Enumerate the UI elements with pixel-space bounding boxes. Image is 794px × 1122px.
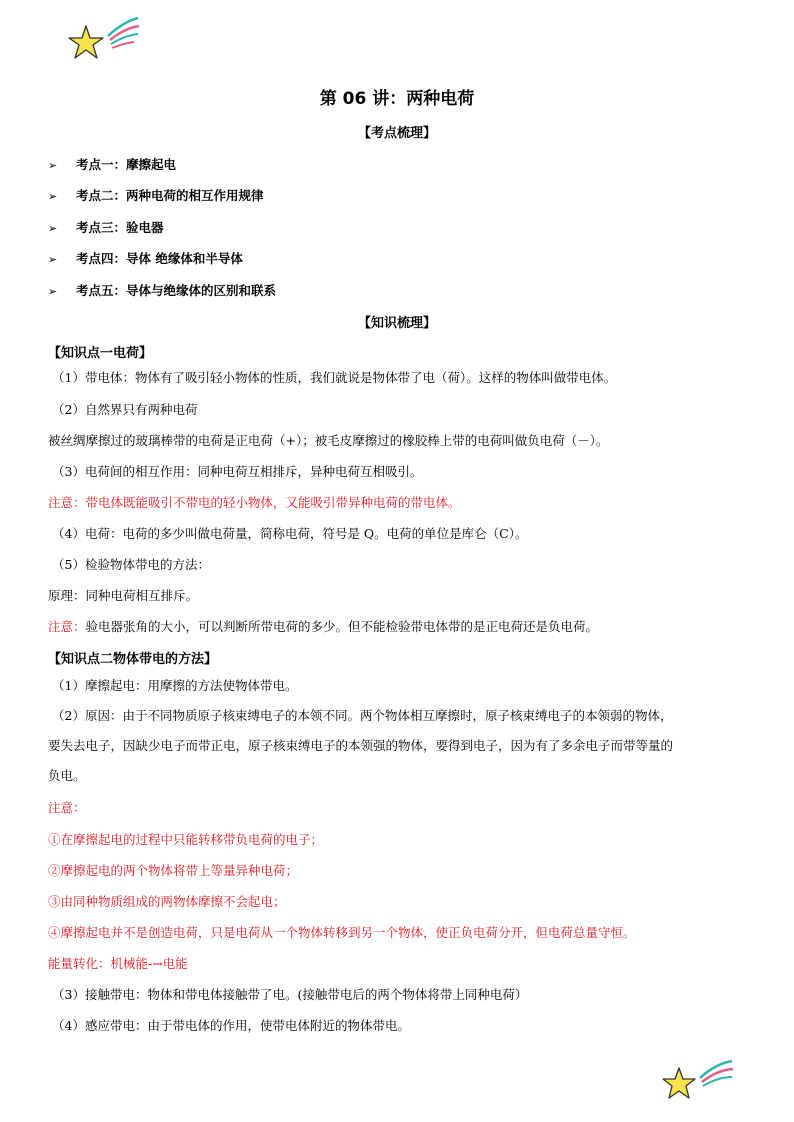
note-paragraph: 注意：带电体既能吸引不带电的轻小物体，又能吸引带异种电荷的带电体。 (48, 495, 461, 510)
toc-item: ➢ 考点一：摩擦起电 (48, 157, 177, 172)
paragraph: 要失去电子，因缺少电子而带正电，原子核束缚电子的本领强的物体，要得到电子，因为有了多余电子而带等量的 (48, 738, 674, 753)
paragraph: （3）接触带电：物体和带电体接触带了电。(接触带电后的两个物体将带上同种电荷） (52, 987, 528, 1002)
star-decoration-icon (68, 14, 140, 62)
page-title: 第 06 讲：两种电荷 (319, 89, 475, 109)
paragraph: （4）电荷：电荷的多少叫做电荷量，简称电荷，符号是 Q。电荷的单位是库仑（C）。 (52, 526, 528, 541)
paragraph: （2）原因：由于不同物质原子核束缚电子的本领不同。两个物体相互摩擦时，原子核束缚电子的本领弱的物体， (52, 708, 673, 723)
note-item: ④摩擦起电并不是创造电荷，只是电荷从一个物体转移到另一个物体，使正负电荷分开，但电荷总量守恒。 (48, 925, 636, 940)
note-item: ①在摩擦起电的过程中只能转移带负电荷的电子； (48, 832, 324, 847)
note-item: ③由同种物质组成的两物体摩擦不会起电； (48, 894, 286, 909)
paragraph: （3）电荷间的相互作用：同种电荷互相排斥，异种电荷互相吸引。 (52, 464, 423, 479)
arrow-bullet-icon: ➢ (48, 285, 58, 298)
note-label: 注意： (48, 619, 86, 634)
note-paragraph (48, 619, 754, 635)
note-heading: 注意： (48, 800, 86, 815)
paragraph: （2）自然界只有两种电荷 (52, 402, 198, 417)
paragraph: （1）摩擦起电：用摩擦的方法使物体带电。 (52, 678, 298, 693)
arrow-bullet-icon: ➢ (48, 159, 58, 172)
paragraph: 被丝绸摩擦过的玻璃棒带的电荷是正电荷（+）；被毛皮摩擦过的橡胶棒上带的电荷叫做负电荷（－）。 (48, 433, 609, 448)
toc-item: ➢ 考点二：两种电荷的相互作用规律 (48, 188, 264, 203)
note-item: ②摩擦起电的两个物体将带上等量异种电荷； (48, 863, 299, 878)
arrow-bullet-icon: ➢ (48, 190, 58, 203)
paragraph: （1）带电体：物体有了吸引轻小物体的性质，我们就说是物体带了电（荷）。这样的物体叫做带电体。 (52, 370, 617, 385)
knowledge-point-heading: 【知识点一电荷】 (48, 346, 153, 361)
knowledge-point-heading: 【知识点二物体带电的方法】 (48, 652, 218, 667)
arrow-bullet-icon: ➢ (48, 253, 58, 266)
paragraph: 负电。 (48, 768, 86, 783)
paragraph: （5）检验物体带电的方法： (52, 557, 210, 572)
note-text: 验电器张角的大小，可以判断所带电荷的多少。但不能检验带电体带的是正电荷还是负电荷。 (85, 619, 599, 634)
section-heading-knowledge: 【知识梳理】 (357, 316, 436, 331)
star-decoration-icon (662, 1058, 734, 1100)
toc-item: ➢ 考点四：导体 绝缘体和半导体 (48, 251, 243, 266)
energy-conversion-note: 能量转化：机械能-→电能 (48, 956, 188, 971)
section-heading-exam-points: 【考点梳理】 (357, 126, 436, 141)
paragraph: （4）感应带电：由于带电体的作用，使带电体附近的物体带电。 (52, 1018, 410, 1033)
paragraph: 原理：同种电荷相互排斥。 (48, 588, 199, 603)
toc-item: ➢ 考点五：导体与绝缘体的区别和联系 (48, 283, 277, 298)
toc-item: ➢ 考点三：验电器 (48, 220, 164, 235)
arrow-bullet-icon: ➢ (48, 222, 58, 235)
